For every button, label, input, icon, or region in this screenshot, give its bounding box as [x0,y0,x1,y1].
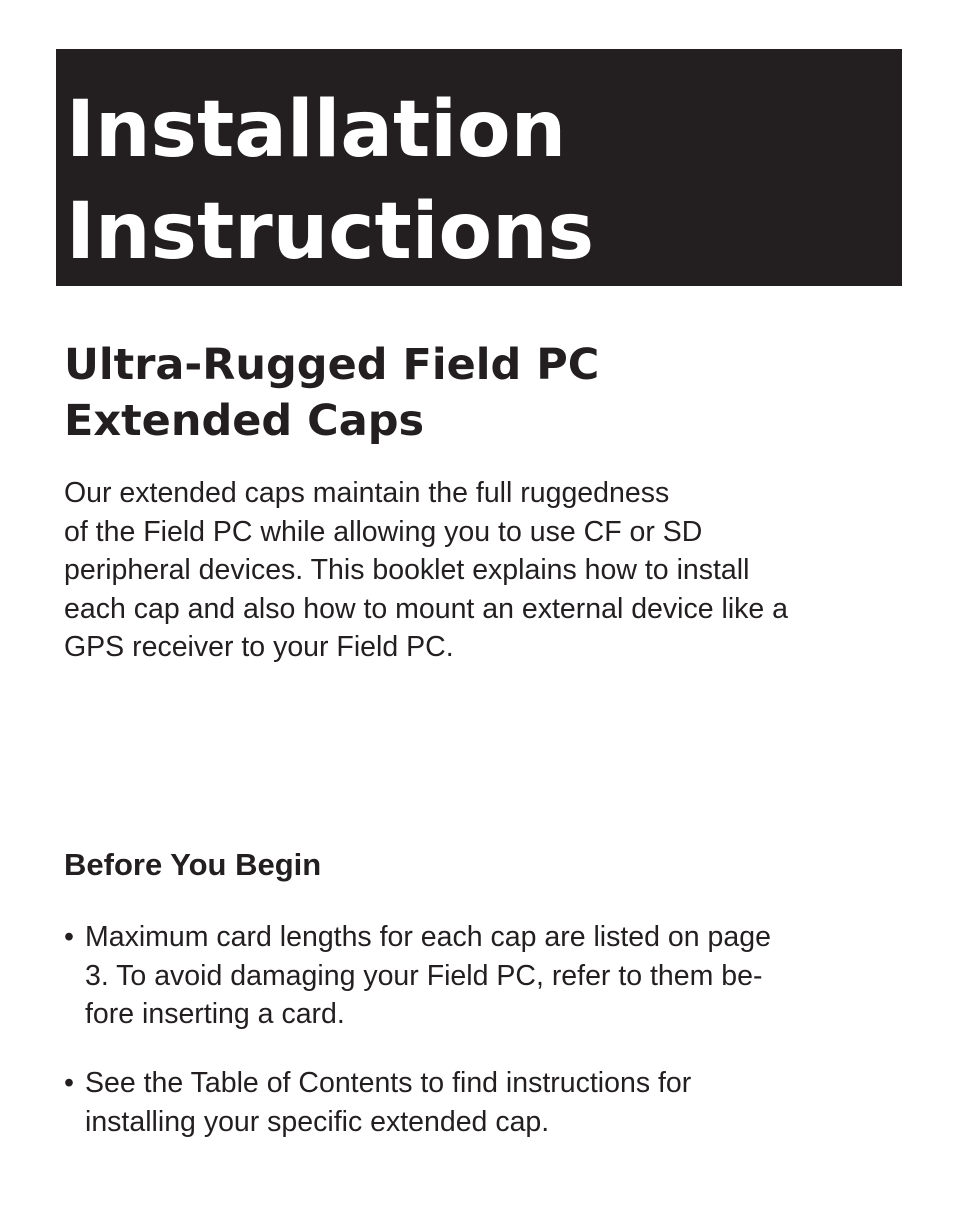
product-title [64,337,599,449]
bullet-mark: • [64,1067,74,1099]
bullet-item-table-of-contents [64,1064,904,1141]
bullet-line: 3. To avoid damaging your Field PC, refer to them be- [85,959,763,992]
intro-paragraph [64,474,904,667]
before-you-begin-heading: Before You Begin [64,847,322,882]
product-title-line-2: Extended Caps [64,396,425,446]
intro-line: each cap and also how to mount an external device like a [64,592,789,625]
bullet-line: fore inserting a card. [85,998,345,1030]
intro-line: GPS receiver to your Field PC. [64,631,454,663]
bullet-line: installing your specific extended cap. [85,1105,550,1138]
intro-line: Our extended caps maintain the full ruggedness [64,477,670,509]
bullet-line: See the Table of Contents to find instructions for [85,1067,692,1099]
bullet-mark: • [64,921,74,953]
page-title-line-2: Instructions [66,187,595,277]
product-title-line-1: Ultra-Rugged Field PC [64,340,600,390]
intro-line: of the Field PC while allowing you to use CF or SD [64,515,703,548]
bullet-item-card-lengths [64,918,904,1034]
page-title-line-1: Installation [66,85,567,175]
intro-line: peripheral devices. This booklet explains how to install [64,554,750,586]
bullet-line: Maximum card lengths for each cap are listed on page [85,921,771,953]
title-banner [56,49,902,286]
